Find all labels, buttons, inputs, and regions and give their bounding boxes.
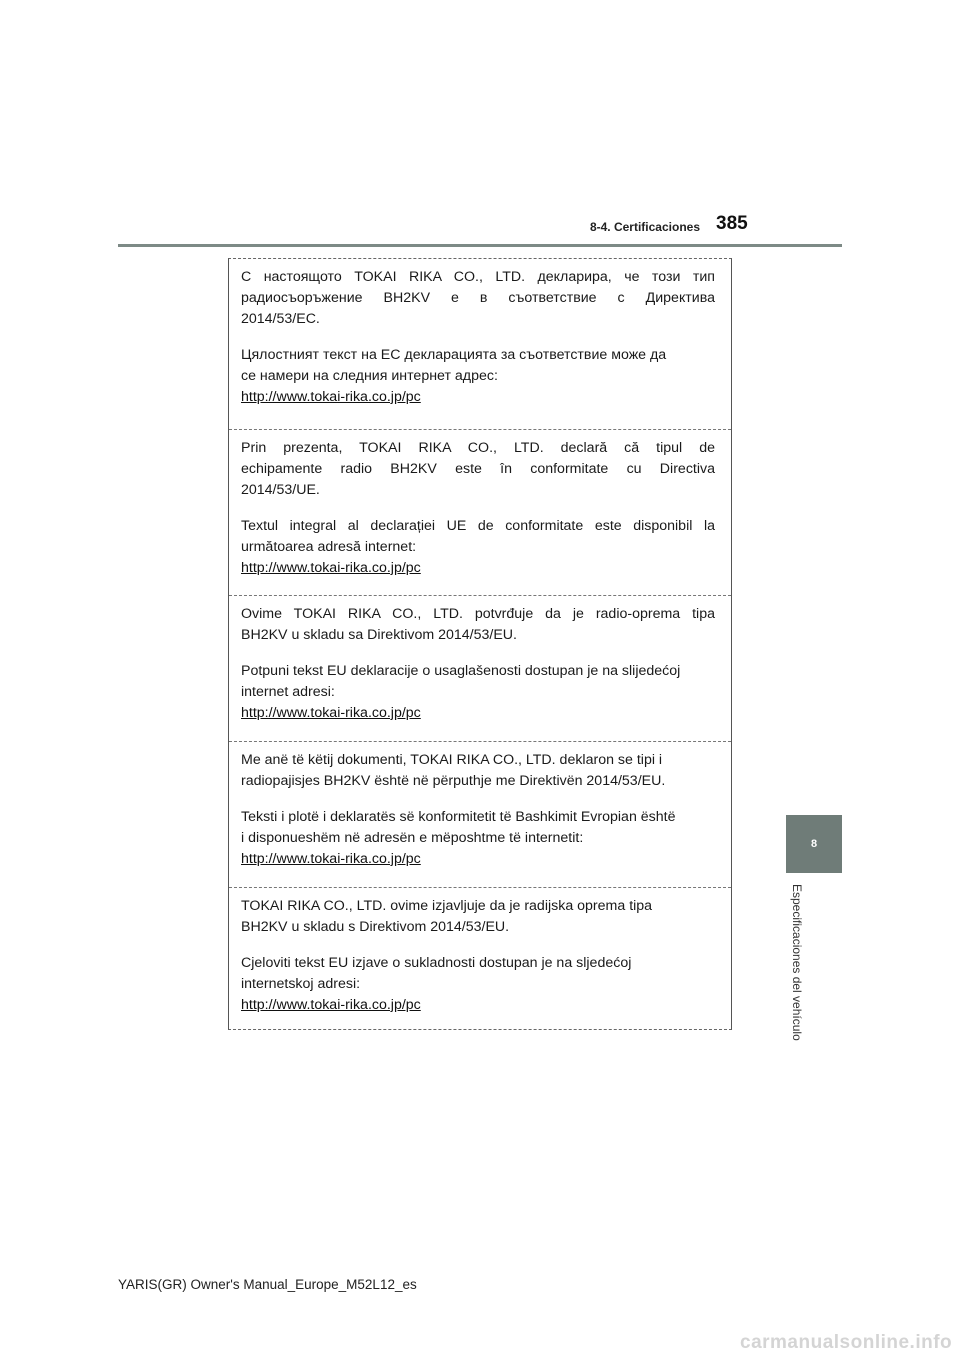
declaration-albanian [229, 741, 731, 887]
declaration-line: următoarea adresă internet: [241, 539, 417, 555]
declaration-romanian [229, 429, 731, 595]
declaration-link[interactable]: http://www.tokai-rika.co.jp/pc [241, 560, 421, 576]
declaration-link[interactable]: http://www.tokai-rika.co.jp/pc [241, 389, 421, 405]
declaration-link[interactable]: http://www.tokai-rika.co.jp/pc [241, 997, 421, 1013]
watermark: carmanualsonline.info [740, 1332, 953, 1353]
declaration-link[interactable]: http://www.tokai-rika.co.jp/pc [241, 851, 421, 867]
declaration-line: BH2KV u skladu s Direktivom 2014/53/EU. [241, 919, 510, 935]
declaration-line: radiopajisjes BH2KV është në përputhje me Direktivën 2014/53/EU. [241, 773, 666, 789]
declaration-link[interactable]: http://www.tokai-rika.co.jp/pc [241, 705, 421, 721]
declaration-line: Цялостният текст на ЕС декларацията за съответствие може да [241, 347, 667, 363]
declaration-frame [228, 258, 732, 1030]
declaration-line: internetskoj adresi: [241, 976, 361, 992]
declaration-bulgarian [229, 259, 731, 429]
declaration-line: С настоящото TOKAI RIKA CO., LTD. декларира, че този тип [241, 269, 715, 285]
declaration-line: Prin prezenta, TOKAI RIKA CO., LTD. declară că tipul de [241, 440, 715, 456]
chapter-number: 8 [810, 838, 818, 850]
declaration-line: 2014/53/UE. [241, 482, 320, 498]
declaration-line: Teksti i plotë i deklaratës së konformitetit të Bashkimit Evropian është [241, 809, 676, 825]
declaration-line: Me anë të këtij dokumenti, TOKAI RIKA CO., LTD. deklaron se tipi i [241, 752, 663, 768]
page-number: 385 [716, 213, 748, 234]
declaration-line: Potpuni tekst EU deklaracije o usaglašenosti dostupan je na slijedećoj [241, 663, 681, 679]
declaration-line: Textul integral al declarației UE de conformitate este disponibil la [241, 518, 715, 534]
declaration-line: радиосъоръжение BH2KV е в съответствие с Директива [241, 290, 715, 306]
declaration-line: TOKAI RIKA CO., LTD. ovime izjavljuje da je radijska oprema tipa [241, 898, 653, 914]
declaration-line: BH2KV u skladu sa Direktivom 2014/53/EU. [241, 627, 517, 643]
declaration-line: 2014/53/ЕС. [241, 311, 320, 327]
declaration-line: Ovime TOKAI RIKA CO., LTD. potvrđuje da je radio-oprema tipa [241, 606, 715, 622]
chapter-label: Especificaciones del vehículo [790, 884, 804, 1041]
document-footer: YARIS(GR) Owner's Manual_Europe_M52L12_es [118, 1277, 417, 1292]
header-divider [118, 244, 842, 247]
declaration-croatian [229, 887, 731, 1029]
section-title: 8-4. Certificaciones [589, 220, 700, 234]
declaration-line: Cjeloviti tekst EU izjave o sukladnosti dostupan je na sljedećoj [241, 955, 632, 971]
declaration-line: internet adresi: [241, 684, 335, 700]
chapter-tab[interactable] [786, 815, 842, 873]
declaration-line: echipamente radio BH2KV este în conformitate cu Directiva [241, 461, 715, 477]
declaration-line: се намери на следния интернет адрес: [241, 368, 498, 384]
declaration-line: i disponueshëm në adresën e mëposhtme të internetit: [241, 830, 584, 846]
declaration-montenegrin [229, 595, 731, 741]
